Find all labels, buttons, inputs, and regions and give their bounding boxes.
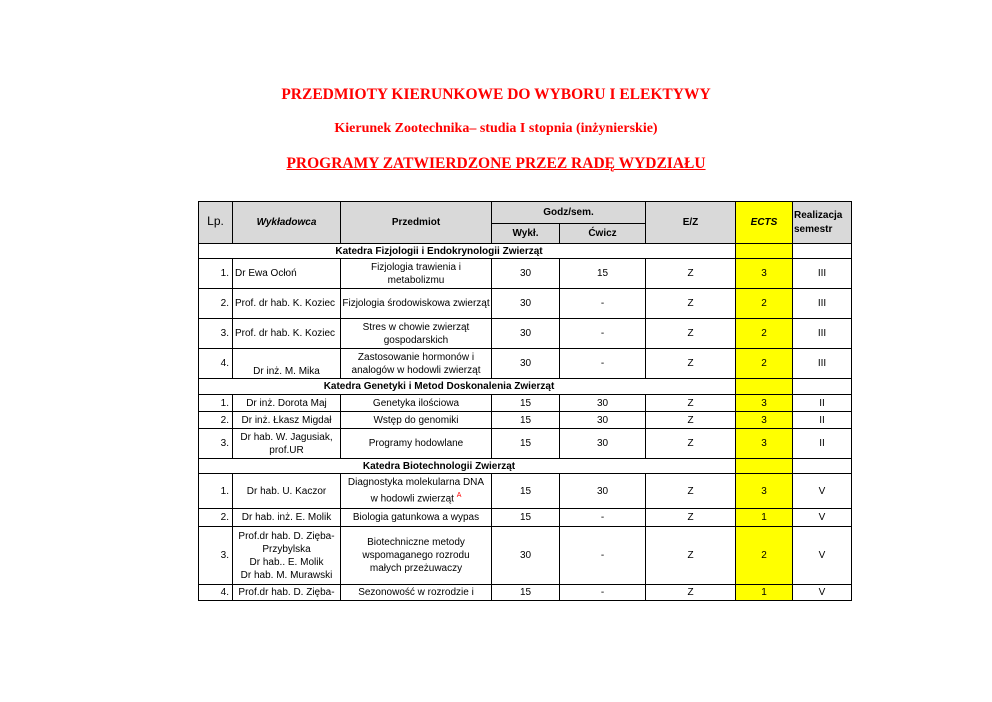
row-ects: 2 xyxy=(736,349,793,379)
row-lecturer: Dr inż. Dorota Maj xyxy=(233,395,341,412)
table-row xyxy=(199,395,852,412)
row-ez: Z xyxy=(646,349,736,379)
row-semester: III xyxy=(793,319,852,349)
row-ects: 3 xyxy=(736,395,793,412)
page-title: PRZEDMIOTY KIERUNKOWE DO WYBORU I ELEKTYWY xyxy=(281,86,711,103)
row-ez: Z xyxy=(646,474,736,509)
row-lectures: 15 xyxy=(492,509,560,527)
row-semester: II xyxy=(793,429,852,459)
row-semester: V xyxy=(793,474,852,509)
row-ects: 3 xyxy=(736,259,793,289)
table-row xyxy=(199,474,852,509)
row-ez: Z xyxy=(646,509,736,527)
row-lp: 4. xyxy=(199,349,233,379)
header-subject: Przedmiot xyxy=(341,202,492,244)
row-lecturer: Dr inż. Łkasz Migdał xyxy=(233,412,341,429)
row-lectures: 30 xyxy=(492,349,560,379)
header-realization xyxy=(793,202,852,244)
row-semester: II xyxy=(793,412,852,429)
department-name: Katedra Fizjologii i Endokrynologii Zwierząt xyxy=(233,244,646,259)
row-ez: Z xyxy=(646,319,736,349)
page-subtitle: Kierunek Zootechnika– studia I stopnia (inżynierskie) xyxy=(334,121,658,136)
row-subject: Fizjologia środowiskowa zwierząt xyxy=(341,289,492,319)
row-lecturer-line1: Prof.dr hab. D. Zięba- xyxy=(238,530,335,542)
row-subject xyxy=(341,474,492,509)
row-ez: Z xyxy=(646,527,736,585)
row-lp: 1. xyxy=(199,259,233,289)
row-lectures: 15 xyxy=(492,395,560,412)
table-row xyxy=(199,259,852,289)
row-subject-line1: Diagnostyka molekularna DNA xyxy=(347,477,485,489)
row-subject: Stres w chowie zwierząt gospodarskich xyxy=(341,319,492,349)
header-realization-line1: Realizacja xyxy=(794,210,843,221)
row-subject: Zastosowanie hormonów i analogów w hodowli zwierząt xyxy=(341,349,492,379)
row-ects: 3 xyxy=(736,429,793,459)
row-exercises: 15 xyxy=(560,259,646,289)
footnote-marker: A xyxy=(456,492,462,500)
row-exercises: 30 xyxy=(560,412,646,429)
row-semester: V xyxy=(793,527,852,585)
programs-heading: PROGRAMY ZATWIERDZONE PRZEZ RADĘ WYDZIAŁU xyxy=(286,155,706,172)
table-row xyxy=(199,509,852,527)
row-semester: III xyxy=(793,259,852,289)
row-lectures: 30 xyxy=(492,259,560,289)
header-lectures: Wykł. xyxy=(492,224,560,244)
row-lecturer: Dr hab. W. Jagusiak, prof.UR xyxy=(233,429,341,459)
row-semester: V xyxy=(793,509,852,527)
row-ects: 1 xyxy=(736,585,793,601)
row-semester: III xyxy=(793,289,852,319)
row-lecturer-line4: Dr hab. M. Murawski xyxy=(240,569,333,581)
header-realization-line2: semestr xyxy=(794,224,833,235)
row-subject: Biotechniczne metody wspomaganego rozrodu małych przeżuwaczy xyxy=(341,527,492,585)
row-exercises: - xyxy=(560,509,646,527)
row-exercises: 30 xyxy=(560,395,646,412)
courses-table xyxy=(198,201,852,601)
row-subject-line2: w hodowli zwierząt xyxy=(370,493,454,505)
row-ects: 2 xyxy=(736,527,793,585)
row-subject: Genetyka ilościowa xyxy=(341,395,492,412)
row-lecturer: Dr inż. M. Mika xyxy=(233,349,341,379)
row-lecturer: Prof. dr hab. K. Koziec xyxy=(233,289,341,319)
row-lp: 4. xyxy=(199,585,233,601)
row-exercises: 30 xyxy=(560,429,646,459)
row-ez: Z xyxy=(646,429,736,459)
row-ects: 3 xyxy=(736,412,793,429)
row-subject: Sezonowość w rozrodzie i xyxy=(341,585,492,601)
row-ez: Z xyxy=(646,585,736,601)
row-lecturer: Prof. dr hab. K. Koziec xyxy=(233,319,341,349)
row-ects: 2 xyxy=(736,289,793,319)
header-hours: Godz/sem. xyxy=(492,202,646,224)
row-ects: 1 xyxy=(736,509,793,527)
row-subject: Programy hodowlane xyxy=(341,429,492,459)
row-exercises: - xyxy=(560,289,646,319)
row-lp: 3. xyxy=(199,429,233,459)
row-semester: II xyxy=(793,395,852,412)
department-row xyxy=(199,459,852,474)
table-row xyxy=(199,349,852,379)
row-lecturer-line3: Dr hab.. E. Molik xyxy=(249,556,324,568)
row-exercises: - xyxy=(560,319,646,349)
department-row xyxy=(199,379,852,395)
row-ez: Z xyxy=(646,289,736,319)
header-ects: ECTS xyxy=(736,202,793,244)
row-lecturer-line2: Przybylska xyxy=(262,543,311,555)
department-name: Katedra Genetyki i Metod Doskonalenia Zwierząt xyxy=(233,379,646,395)
row-ects: 2 xyxy=(736,319,793,349)
department-row xyxy=(199,244,852,259)
row-lectures: 30 xyxy=(492,527,560,585)
header-lecturer: Wykładowca xyxy=(233,202,341,244)
table-row xyxy=(199,429,852,459)
row-lp: 1. xyxy=(199,474,233,509)
table-row xyxy=(199,412,852,429)
row-exercises: 30 xyxy=(560,474,646,509)
table-row xyxy=(199,585,852,601)
table-row xyxy=(199,289,852,319)
row-lectures: 15 xyxy=(492,429,560,459)
row-lp: 3. xyxy=(199,527,233,585)
row-lecturer: Dr hab. U. Kaczor xyxy=(233,474,341,509)
row-ez: Z xyxy=(646,412,736,429)
table-row xyxy=(199,319,852,349)
row-exercises: - xyxy=(560,527,646,585)
header-lp: Lp. xyxy=(199,202,233,244)
row-lp: 3. xyxy=(199,319,233,349)
row-lectures: 15 xyxy=(492,585,560,601)
row-subject: Wstęp do genomiki xyxy=(341,412,492,429)
row-semester: III xyxy=(793,349,852,379)
row-exercises: - xyxy=(560,585,646,601)
row-lectures: 15 xyxy=(492,412,560,429)
row-ez: Z xyxy=(646,259,736,289)
row-subject: Fizjologia trawienia i metabolizmu xyxy=(341,259,492,289)
row-lecturer: Prof.dr hab. D. Zięba- xyxy=(233,585,341,601)
row-lp: 2. xyxy=(199,412,233,429)
row-lectures: 15 xyxy=(492,474,560,509)
department-name: Katedra Biotechnologii Zwierząt xyxy=(233,459,646,474)
table-row xyxy=(199,527,852,585)
row-lecturer xyxy=(233,527,341,585)
row-exercises: - xyxy=(560,349,646,379)
row-lp: 2. xyxy=(199,289,233,319)
row-lp: 2. xyxy=(199,509,233,527)
row-semester: V xyxy=(793,585,852,601)
row-lecturer: Dr hab. inż. E. Molik xyxy=(233,509,341,527)
header-ez: E/Z xyxy=(646,202,736,244)
row-lectures: 30 xyxy=(492,289,560,319)
row-subject: Biologia gatunkowa a wypas xyxy=(341,509,492,527)
row-ez: Z xyxy=(646,395,736,412)
header-exercises: Ćwicz xyxy=(560,224,646,244)
row-lp: 1. xyxy=(199,395,233,412)
row-lectures: 30 xyxy=(492,319,560,349)
row-ects: 3 xyxy=(736,474,793,509)
row-lecturer: Dr Ewa Ocłoń xyxy=(233,259,341,289)
